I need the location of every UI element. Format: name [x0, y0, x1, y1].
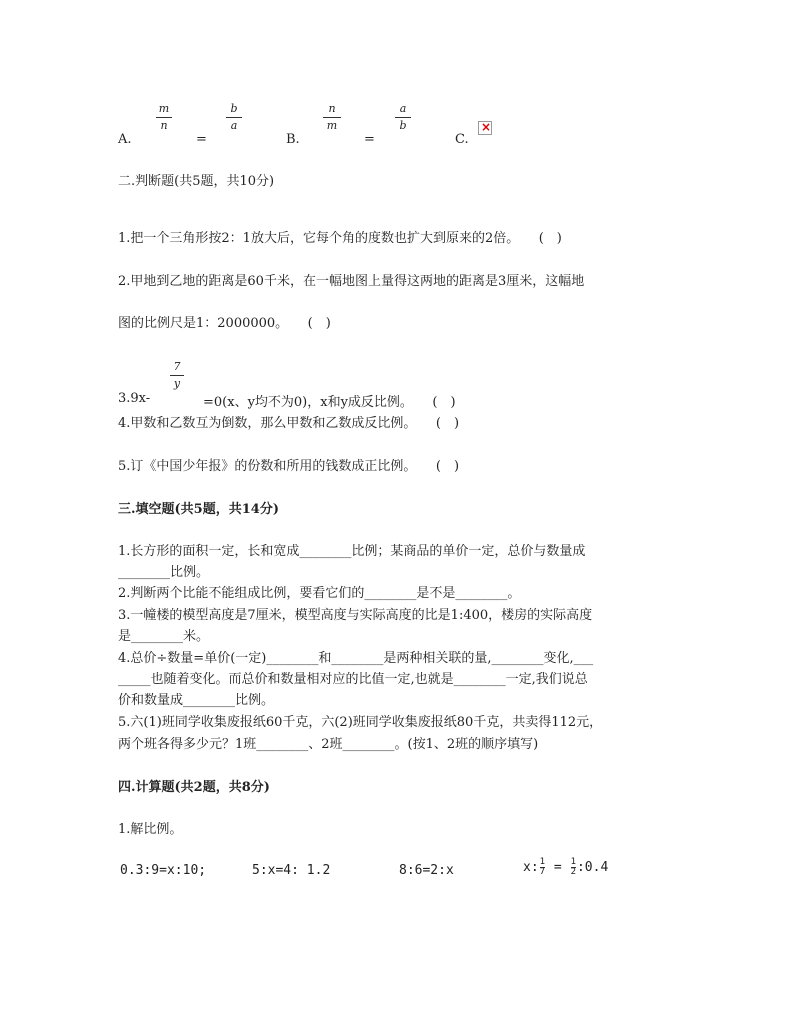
- equation-4-equals: =: [553, 860, 562, 875]
- equation-1: 0.3:9=x:10;: [120, 863, 207, 878]
- fraction-numerator: m: [158, 102, 170, 115]
- equation-3: 8:6=2:x: [399, 863, 454, 878]
- section2-heading: 二.判断题(共5题，共10分): [118, 174, 275, 189]
- section2-question-4: 4.甲数和乙数互为倒数，那么甲数和乙数成反比例。 ( ): [118, 416, 460, 431]
- fraction-denominator: 7: [539, 867, 546, 877]
- equation-4-prefix: x:: [523, 860, 539, 875]
- option-a-right-fraction: [226, 103, 242, 132]
- fraction-denominator: n: [160, 119, 168, 132]
- section2-q3-fraction: [170, 361, 184, 390]
- section3-question-2: 2.判断两个比能不能组成比例，要看它们的________是不是________。: [118, 586, 521, 601]
- section3-question-1-line2: ________比例。: [118, 565, 210, 580]
- section3-question-4-line3: 价和数量成________比例。: [118, 693, 275, 708]
- section3-question-3-line2: 是________米。: [118, 629, 210, 644]
- option-a-equals: =: [196, 132, 207, 147]
- section4-question-1: 1.解比例。: [118, 822, 183, 837]
- section2-question-3-prefix: 3.9x-: [118, 391, 151, 406]
- section2-question-2-line2: 图的比例尺是1：2000000。 ( ): [118, 316, 331, 331]
- option-b-equals: =: [364, 132, 375, 147]
- section3-question-5-line1: 5.六(1)班同学收集废报纸60千克，六(2)班同学收集废报纸80千克，共卖得112元，: [118, 715, 603, 730]
- section2-question-5: 5.订《中国少年报》的份数和所用的钱数成正比例。 ( ): [118, 459, 460, 474]
- option-a-left-fraction: [156, 103, 172, 132]
- section3-question-4-line1: 4.总价÷数量=单价(一定)________和________是两种相关联的量,________变化,___: [118, 651, 594, 666]
- section3-question-3-line1: 3.一幢楼的模型高度是7厘米，模型高度与实际高度的比是1:400，楼房的实际高度: [118, 608, 593, 623]
- option-b-label: B.: [286, 132, 300, 147]
- section3-heading: 三.填空题(共5题，共14分): [118, 502, 279, 517]
- fraction-numerator: 1: [539, 857, 546, 867]
- fraction-bar: [395, 117, 411, 118]
- section3-question-5-line2: 两个班各得多少元？1班________、2班________。(按1、2班的顺序填写): [118, 737, 539, 752]
- section4-heading: 四.计算题(共2题，共8分): [118, 780, 270, 795]
- fraction-denominator: y: [173, 377, 181, 390]
- equation-2: 5:x=4: 1.2: [252, 863, 331, 878]
- section2-question-1: 1.把一个三角形按2：1放大后，它每个角的度数也扩大到原来的2倍。 ( ): [118, 231, 562, 246]
- fraction-bar: [323, 117, 341, 118]
- option-b-left-fraction: [323, 103, 341, 132]
- fraction-numerator: 1: [570, 857, 576, 867]
- fraction-denominator: m: [326, 119, 338, 132]
- fraction-denominator: b: [399, 119, 407, 132]
- equation-4-suffix: :0.4: [576, 860, 609, 875]
- section2-question-2-line1: 2.甲地到乙地的距离是60千米，在一幅地图上量得这两地的距离是3厘米，这幅地: [118, 274, 585, 289]
- equation-4: [523, 858, 608, 877]
- option-c-label: C.: [455, 132, 469, 147]
- section3-question-1-line1: 1.长方形的面积一定，长和宽成________比例；某商品的单价一定，总价与数量成: [118, 544, 586, 559]
- section2-question-3-suffix: =0(x、y均不为0)，x和y成反比例。 ( ): [203, 395, 456, 410]
- section3-question-4-line2: _____也随着变化。而总价和数量相对应的比值一定,也就是________一定,我们说总: [118, 672, 588, 687]
- equation-4-fraction-2: [571, 858, 576, 877]
- fraction-denominator: a: [230, 119, 238, 132]
- option-b-right-fraction: [395, 103, 411, 132]
- fraction-denominator: 2: [570, 867, 576, 877]
- fraction-numerator: b: [230, 102, 238, 115]
- broken-image-icon: [478, 121, 492, 135]
- fraction-bar: [156, 117, 172, 118]
- fraction-numerator: a: [399, 102, 407, 115]
- fraction-numerator: 7: [173, 360, 181, 373]
- equation-4-fraction-1: [540, 858, 545, 877]
- fraction-bar: [226, 117, 242, 118]
- option-a-label: A.: [118, 132, 132, 147]
- fraction-numerator: n: [328, 102, 336, 115]
- fraction-bar: [170, 375, 184, 376]
